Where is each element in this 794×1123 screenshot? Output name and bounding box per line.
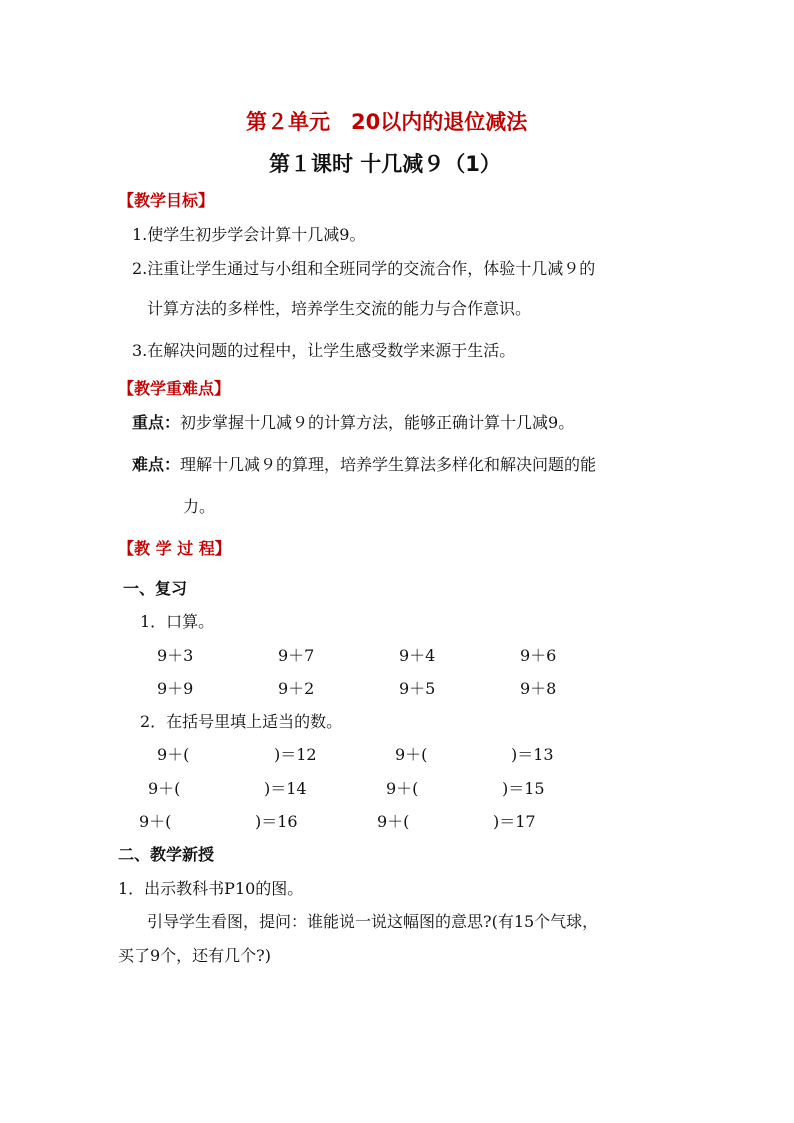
- math-item: 9＋7: [278, 646, 315, 665]
- blank-right: )＝17: [493, 812, 536, 831]
- math-item: 9＋9: [157, 679, 194, 698]
- math-item: 9＋8: [520, 679, 557, 698]
- objective-2: 2.注重让学生通过与小组和全班同学的交流合作，体验十几减９的: [132, 259, 596, 278]
- objective-2-cont: 计算方法的多样性，培养学生交流的能力与合作意识。: [147, 299, 532, 318]
- blank-right: )＝12: [274, 745, 317, 764]
- blank-left: 9＋(: [386, 779, 419, 798]
- review-q2: 2．在括号里填上适当的数。: [140, 712, 343, 731]
- blank-right: )＝16: [255, 812, 298, 831]
- review-heading: 一、复习: [123, 579, 188, 598]
- difficulty-text-cont: 力。: [183, 497, 216, 516]
- math-item: 9＋2: [278, 679, 315, 698]
- objective-1: 1.使学生初步学会计算十几减9。: [132, 225, 366, 244]
- math-item: 9＋6: [520, 646, 557, 665]
- review-q1: 1．口算。: [140, 612, 215, 631]
- blank-left: 9＋(: [139, 812, 172, 831]
- math-item: 9＋5: [399, 679, 436, 698]
- unit-title: 第２单元 20以内的退位减法: [246, 110, 528, 134]
- blank-left: 9＋(: [395, 745, 428, 764]
- objectives-heading: 【教学目标】: [118, 191, 215, 210]
- difficulty-label: 难点：: [132, 455, 181, 474]
- new-lesson-step1: 1．出示教科书P10的图。: [118, 879, 304, 898]
- difficulty-text: 理解十几减９的算理，培养学生算法多样化和解决问题的能: [180, 455, 597, 474]
- blank-right: )＝15: [502, 779, 545, 798]
- new-lesson-heading: 二、教学新授: [118, 845, 215, 864]
- focus-line: [132, 410, 574, 433]
- focus-text: 初步掌握十几减９的计算方法，能够正确计算十几减9。: [180, 413, 575, 432]
- difficulty-line: [132, 452, 596, 475]
- lesson-title: 第１课时 十几减９（1）: [269, 152, 501, 176]
- focus-label: 重点：: [132, 413, 181, 432]
- math-item: 9＋3: [157, 646, 194, 665]
- math-item: 9＋4: [399, 646, 436, 665]
- process-heading: 【教 学 过 程】: [118, 539, 231, 558]
- blank-right: )＝13: [511, 745, 554, 764]
- new-lesson-step1-text-cont: 买了9个，还有几个?): [118, 946, 272, 965]
- blank-right: )＝14: [264, 779, 307, 798]
- key-points-heading: 【教学重难点】: [118, 379, 231, 398]
- new-lesson-step1-text: 引导学生看图，提问：谁能说一说这幅图的意思?(有15个气球，: [147, 912, 599, 931]
- blank-left: 9＋(: [148, 779, 181, 798]
- objective-3: 3.在解决问题的过程中，让学生感受数学来源于生活。: [132, 341, 516, 360]
- blank-left: 9＋(: [377, 812, 410, 831]
- blank-left: 9＋(: [157, 745, 190, 764]
